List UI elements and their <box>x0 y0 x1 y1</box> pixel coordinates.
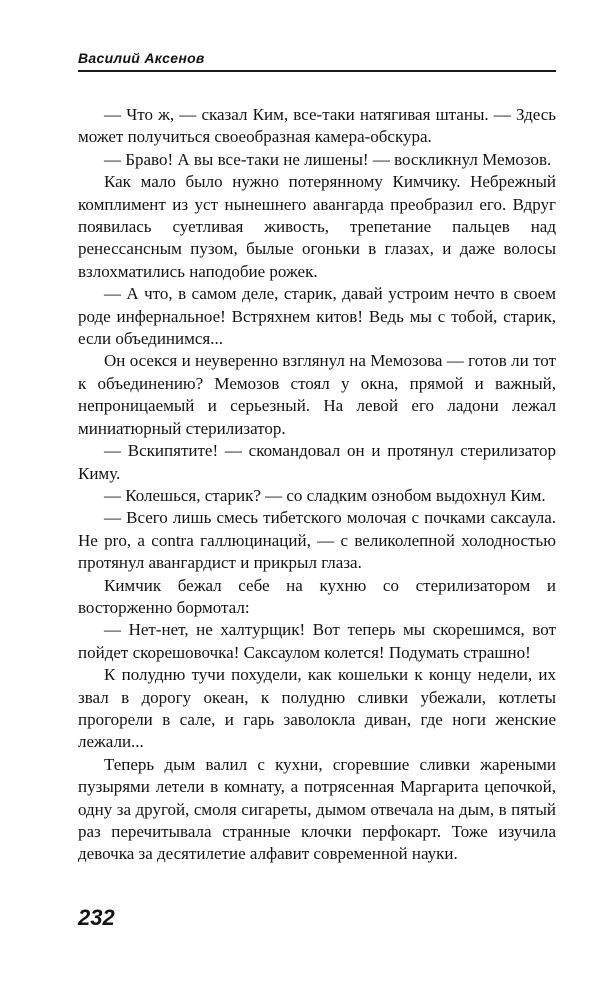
paragraph: — Колешься, старик? — со сладким ознобом выдохнул Ким. <box>104 485 546 505</box>
page-number: 232 <box>78 905 115 930</box>
paragraph: — Нет-нет, не халтурщик! Вот теперь мы скорешимся, вот пойдет скорешовочка! Саксаулом колется! Подумать страшно! <box>78 620 556 662</box>
running-head <box>78 48 556 72</box>
paragraph: Как мало было нужно потерянному Кимчику. Небрежный комплимент из уст нынешнего авангарда преобразил его. Вдруг появилась суетливая живость, трепетание пальцев над ренессансным пузом, былые огоньки в глазах, и даже волосы взлохматились наподобие рожек. <box>78 172 556 281</box>
paragraph: К полудню тучи похудели, как кошельки к концу недели, их звал в дорогу океан, к полудню сливки убежали, котлеты прогорели в сале, и гарь заволокла диван, где ноги женские лежали... <box>78 665 556 752</box>
paragraph: — Браво! А вы все-таки не лишены! — воскликнул Мемозов. <box>104 149 552 169</box>
running-head-author: Василий Аксенов <box>78 50 205 66</box>
paragraph: — Вскипятите! — скомандовал он и протянул стерилизатор Киму. <box>78 441 556 483</box>
paragraph: — Что ж, — сказал Ким, все-таки натягивая штаны. — Здесь может получиться своеобразная камера-обскура. <box>78 105 556 147</box>
paragraph: — Всего лишь смесь тибетского молочая с почками саксаула. Не pro, a contra галлюцинаций, — с великолепной холодностью протянул авангардист и прикрыл глаза. <box>78 508 556 573</box>
paragraph: Он осекся и неуверенно взглянул на Мемозова — готов ли тот к объединению? Мемозов стоял у окна, прямой и важный, непроницаемый и серьезный. На левой его ладони лежал миниатюрный стерилизатор. <box>78 351 556 438</box>
body-text <box>78 104 556 866</box>
paragraph: Теперь дым валил с кухни, сгоревшие сливки жареными пузырями летели в комнату, а потрясенная Маргарита цепочкой, одну за другой, смоля сигареты, дымом отвечала на дым, в пятый раз перечитывала странные клочки перфокарт. Тоже изучила девочка за десятилетие алфавит современной науки. <box>78 754 556 864</box>
paragraph: Кимчик бежал себе на кухню со стерилизатором и восторженно бормотал: <box>78 575 556 617</box>
paragraph: — А что, в самом деле, старик, давай устроим нечто в своем роде инфернальное! Встряхнем китов! Ведь мы с тобой, старик, если объединимся... <box>78 284 556 349</box>
